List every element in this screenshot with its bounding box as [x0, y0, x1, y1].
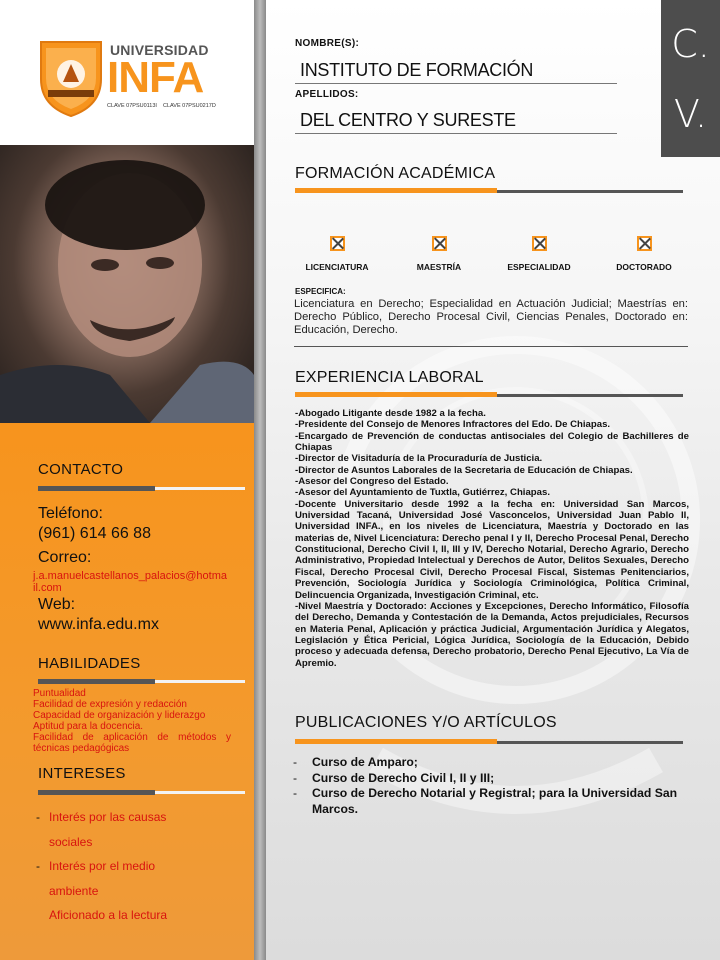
publicaciones-list: [293, 755, 693, 817]
publicacion-item: - Curso de Amparo;: [293, 755, 418, 769]
left-orange-panel: [0, 423, 254, 960]
formacion-bar-orange: [295, 188, 497, 193]
cv-letter-c: C.: [671, 22, 710, 66]
experiencia-title: EXPERIENCIA LABORAL: [295, 369, 484, 386]
publicacion-item: - Curso de Derecho Civil I, II y III;: [293, 770, 495, 785]
habilidades-bar-gray: [38, 679, 155, 684]
apellidos-label: APELLIDOS:: [295, 89, 359, 100]
publicaciones-bar-gray: [497, 741, 683, 744]
interes-item: Aficionado a la lectura: [49, 908, 168, 922]
web-label: Web:: [38, 596, 76, 613]
habilidad-item: Aptitud para la docencia.: [33, 721, 144, 732]
degree-licenciatura: LICENCIATURA: [287, 236, 387, 272]
interes-item: - Interés por el medio ambiente: [36, 859, 156, 898]
experiencia-item: -Presidente del Consejo de Menores Infractores del Edo. De Chiapas.: [295, 419, 611, 431]
university-shield-icon: [36, 34, 106, 119]
habilidades-title: HABILIDADES: [38, 655, 141, 672]
telefono-label: Teléfono:: [38, 505, 103, 522]
degree-especialidad: ESPECIALIDAD: [489, 236, 589, 272]
logo-area: [0, 0, 254, 145]
experiencia-item: -Nivel Maestría y Doctorado: Acciones y Excepciones, Derecho Informático, Filosofía del Derecho, Demanda y Contestación de la Demanda, Actos prejudiciales, Recursos en Materia Penal, Aplicación y práctica Judicial, Argumentación Jurídica y Alegatos, Legislación y Ética Pericial, Lógica Jurídica, Sociología de la Educación, Debido proceso y adecuada defensa, Derecho probatorio, Derecho Penal Ejecutivo, La Vía de Apremio.: [295, 600, 689, 669]
publicacion-item: - Curso de Derecho Notarial y Registral; para la Universidad San Marcos.: [293, 786, 678, 816]
telefono-value: (961) 614 66 88: [38, 525, 151, 542]
habilidades-list: [33, 688, 231, 754]
contacto-bar-gray: [38, 486, 155, 491]
experiencia-bar-orange: [295, 392, 497, 397]
experiencia-item: -Abogado Litigante desde 1982 a la fecha.: [295, 408, 486, 419]
publicaciones-bar-orange: [295, 739, 497, 744]
left-column: [0, 0, 254, 960]
portrait-silhouette: [0, 145, 254, 423]
apellidos-rule: [295, 133, 617, 134]
experiencia-item: -Asesor del Ayuntamiento de Tuxtla, Gutiérrez, Chiapas.: [295, 487, 550, 499]
especifica-text: Licenciatura en Derecho; Especialidad en Actuación Judicial; Maestrías en: Derecho Público, Derecho Procesal Civil, Ciencias Penales, Doctorado en: Educación, Derecho.: [294, 298, 688, 336]
degree-doctorado: DOCTORADO: [594, 236, 694, 272]
cv-letter-v: V.: [673, 92, 708, 136]
profile-photo: [0, 145, 254, 423]
intereses-list: [36, 805, 186, 928]
contacto-title: CONTACTO: [38, 461, 124, 478]
formacion-title: FORMACIÓN ACADÉMICA: [295, 165, 496, 182]
experiencia-bar-gray: [497, 394, 683, 397]
logo-clave-1: CLAVE 07PSU0113I: [107, 103, 157, 109]
especifica-label: ESPECIFICA:: [295, 287, 346, 296]
habilidad-item: Capacidad de organización y liderazgo: [33, 710, 206, 721]
especifica-rule: [294, 346, 688, 347]
correo-label: Correo:: [38, 549, 92, 566]
nombres-rule: [295, 83, 617, 84]
experiencia-item: -Asesor del Congreso del Estado.: [295, 476, 449, 488]
experiencia-item: -Docente Universitario desde 1992 a la fecha en: Universidad San Marcos, Universidad Tacaná, Universidad José Vasconcelos, Universidad Juan Pablo II, Universidad INFA., en los niveles de Licenciatura, Maestría y Doctorado en las materias de, Nivel Licenciatura: Derecho penal I y II, Derecho Procesal Penal, Derecho Constitucional, Derecho Civil I, II, III y IV, Derecho Notarial, Derecho Agrario, Derecho Administrativo, Propiedad Intelectual y Derechos de Autor, Delitos Sexuales, Derecho Fiscal, Derecho Procesal Civil, Derecho Procesal Fiscal, Sistemas Penitenciarios, Prevención, Sociología Jurídica y Sociología Criminológica, Política Criminal, Delincuencia Organizada, Investigación Criminal, etc.: [295, 498, 689, 601]
publicaciones-title: PUBLICACIONES Y/O ARTÍCULOS: [295, 714, 557, 731]
habilidades-bar-white: [155, 680, 245, 683]
correo-value[interactable]: j.a.manuelcastellanos_palacios@hotmail.com: [33, 570, 227, 594]
degree-maestria: MAESTRÍA: [389, 236, 489, 272]
habilidad-item: Facilidad de aplicación de métodos y técnicas pedagógicas: [33, 732, 231, 754]
nombres-label: NOMBRE(S):: [295, 38, 360, 49]
web-value[interactable]: www.infa.edu.mx: [38, 616, 159, 633]
apellidos-value: DEL CENTRO Y SURESTE: [300, 110, 516, 130]
interes-item: - Interés por las causas sociales: [36, 810, 167, 849]
habilidad-item: Puntualidad: [33, 688, 86, 699]
experiencia-item: -Encargado de Prevención de conductas antisociales del Colegio de Bachilleres de Chiapas: [295, 430, 689, 454]
logo-clave-2: CLAVE 07PSU0217D: [163, 103, 216, 109]
checkbox-x-icon[interactable]: [637, 236, 652, 251]
habilidad-item: Facilidad de expresión y redacción: [33, 699, 187, 710]
contacto-bar-white: [155, 487, 245, 490]
vertical-divider: [254, 0, 266, 960]
intereses-bar-white: [155, 791, 245, 794]
intereses-bar-gray: [38, 790, 155, 795]
logo-brand: INFA: [107, 53, 204, 102]
experiencia-item: -Director de Asuntos Laborales de la Secretaria de Educación de Chiapas.: [295, 464, 633, 476]
checkbox-x-icon[interactable]: [432, 236, 447, 251]
experiencia-list: [295, 408, 689, 669]
intereses-title: INTERESES: [38, 765, 126, 782]
cv-box: [661, 0, 720, 157]
formacion-bar-gray: [497, 190, 683, 193]
logo-university-word: UNIVERSIDAD: [110, 42, 209, 58]
nombres-value: INSTITUTO DE FORMACIÓN: [300, 60, 534, 80]
checkbox-x-icon[interactable]: [532, 236, 547, 251]
checkbox-x-icon[interactable]: [330, 236, 345, 251]
experiencia-item: -Director de Visitaduría de la Procuraduría de Justicia.: [295, 453, 543, 465]
